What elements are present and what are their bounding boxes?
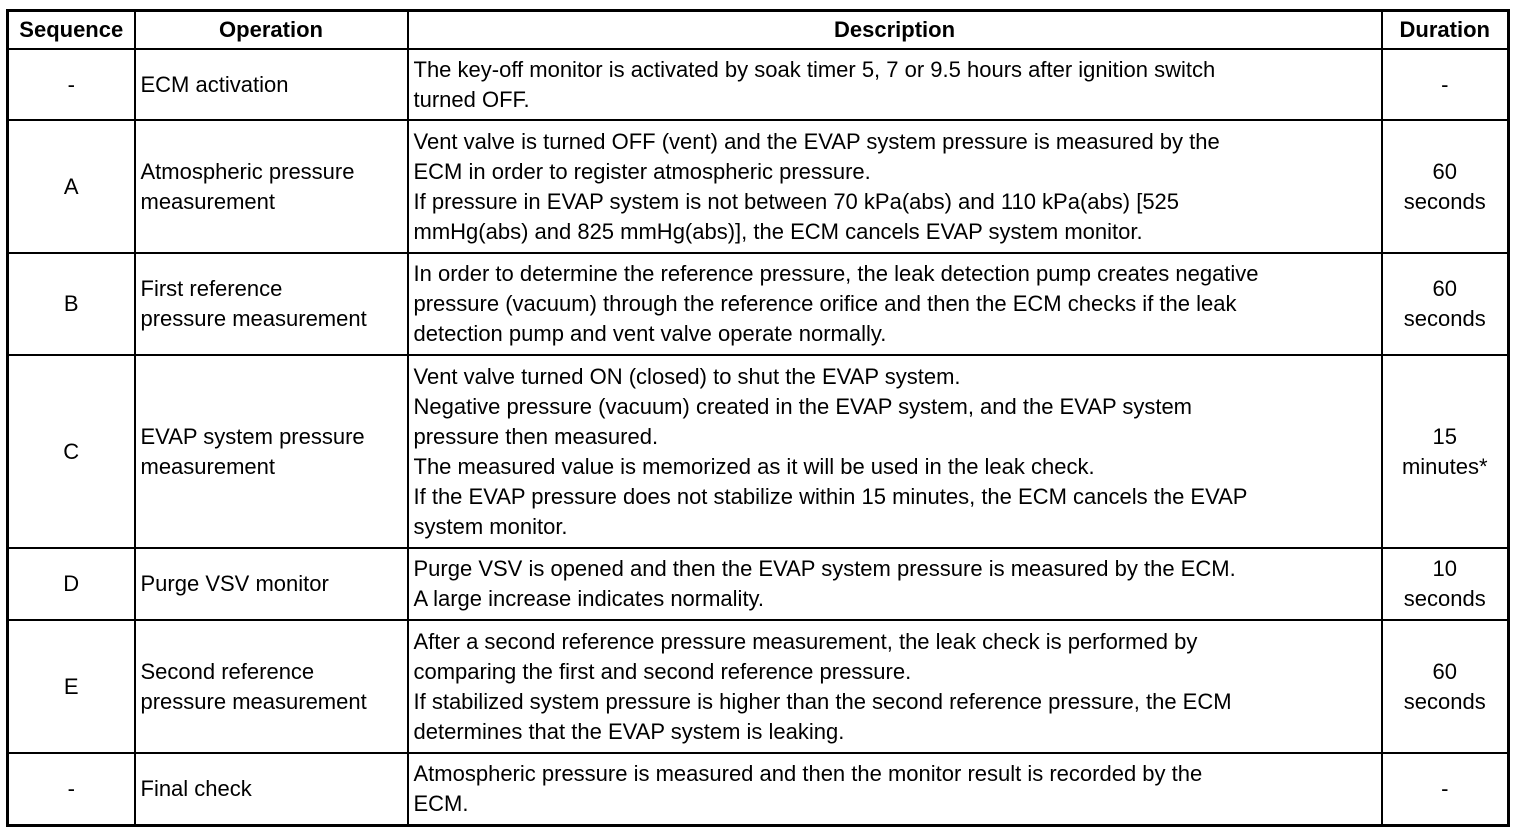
description-cell (408, 120, 1382, 253)
operation-cell (135, 355, 408, 548)
duration-text: seconds (1403, 586, 1486, 611)
sequence-cell: D (8, 548, 135, 620)
operation-text: measurement (140, 453, 276, 479)
description-line: In order to determine the reference pressure, the leak detection pump creates negative (413, 261, 1259, 286)
sequence-cell: A (8, 120, 135, 253)
description-cell (408, 548, 1382, 620)
header-operation: Operation (135, 11, 408, 50)
description-line: turned OFF. (413, 86, 530, 112)
duration-text: 10 (1432, 556, 1457, 581)
operation-cell (135, 49, 408, 120)
operation-cell (135, 120, 408, 253)
duration-cell (1382, 620, 1509, 753)
sequence-cell: E (8, 620, 135, 753)
description-cell (408, 253, 1382, 355)
table-row (8, 120, 1509, 253)
description-line: ECM. (413, 790, 469, 816)
description-cell (408, 355, 1382, 548)
description-line: determines that the EVAP system is leaking. (413, 718, 845, 744)
duration-cell (1382, 548, 1509, 620)
description-cell (408, 620, 1382, 753)
description-line: Vent valve turned ON (closed) to shut the EVAP system. (413, 363, 961, 389)
duration-cell (1382, 49, 1509, 120)
header-sequence: Sequence (8, 11, 135, 50)
operation-text: pressure measurement (140, 688, 367, 714)
description-line: ECM in order to register atmospheric pressure. (413, 158, 871, 184)
operation-text: Final check (140, 775, 252, 801)
duration-cell (1382, 355, 1509, 548)
duration-text: 15 (1432, 423, 1457, 449)
sequence-cell: B (8, 253, 135, 355)
description-line: detection pump and vent valve operate normally. (413, 321, 887, 346)
description-line: Purge VSV is opened and then the EVAP system pressure is measured by the ECM. (413, 556, 1236, 581)
table-row (8, 620, 1509, 753)
description-line: After a second reference pressure measurement, the leak check is performed by (413, 628, 1198, 654)
operation-text: measurement (140, 188, 276, 214)
operation-text: EVAP system pressure (140, 423, 365, 449)
description-line: The measured value is memorized as it will be used in the leak check. (413, 453, 1095, 479)
duration-text: seconds (1403, 688, 1486, 714)
duration-cell (1382, 753, 1509, 825)
operation-text: First reference (140, 276, 283, 301)
evap-monitor-sequence-table (6, 9, 1510, 827)
table-row (8, 548, 1509, 620)
table-row (8, 753, 1509, 825)
operation-text: Second reference (140, 658, 315, 684)
duration-text: 60 (1432, 158, 1457, 184)
duration-text: - (1441, 71, 1449, 97)
duration-text: seconds (1403, 306, 1486, 331)
duration-text: 60 (1432, 276, 1457, 301)
description-line: If the EVAP pressure does not stabilize within 15 minutes, the ECM cancels the EVAP (413, 483, 1248, 509)
description-line: If stabilized system pressure is higher than the second reference pressure, the ECM (413, 688, 1232, 714)
description-line: system monitor. (413, 513, 568, 539)
description-cell (408, 49, 1382, 120)
operation-cell (135, 753, 408, 825)
table-row (8, 355, 1509, 548)
table-row (8, 253, 1509, 355)
duration-text: seconds (1403, 188, 1486, 214)
header-description: Description (408, 11, 1382, 50)
sequence-cell: - (8, 49, 135, 120)
description-line: The key-off monitor is activated by soak timer 5, 7 or 9.5 hours after ignition switch (413, 56, 1216, 82)
description-line: mmHg(abs) and 825 mmHg(abs)], the ECM cancels EVAP system monitor. (413, 218, 1143, 244)
duration-cell (1382, 253, 1509, 355)
description-line: Atmospheric pressure is measured and then the monitor result is recorded by the (413, 760, 1203, 786)
operation-text: Atmospheric pressure (140, 158, 355, 184)
table-row (8, 49, 1509, 120)
duration-text: - (1441, 775, 1449, 801)
header-row (8, 11, 1509, 50)
description-line: comparing the first and second reference pressure. (413, 658, 912, 684)
description-line: pressure then measured. (413, 423, 659, 449)
description-line: If pressure in EVAP system is not between 70 kPa(abs) and 110 kPa(abs) [525 (413, 188, 1180, 214)
sequence-cell: C (8, 355, 135, 548)
operation-cell (135, 620, 408, 753)
header-duration: Duration (1382, 11, 1509, 50)
operation-cell (135, 548, 408, 620)
operation-text: Purge VSV monitor (140, 571, 329, 596)
duration-text: 60 (1432, 658, 1457, 684)
description-line: Negative pressure (vacuum) created in the EVAP system, and the EVAP system (413, 393, 1193, 419)
operation-text: ECM activation (140, 71, 289, 97)
operation-cell (135, 253, 408, 355)
sequence-cell: - (8, 753, 135, 825)
description-line: Vent valve is turned OFF (vent) and the EVAP system pressure is measured by the (413, 128, 1220, 154)
duration-text: minutes* (1401, 453, 1488, 479)
operation-text: pressure measurement (140, 306, 367, 331)
description-cell (408, 753, 1382, 825)
description-line: A large increase indicates normality. (413, 586, 765, 611)
description-line: pressure (vacuum) through the reference orifice and then the ECM checks if the leak (413, 291, 1237, 316)
duration-cell (1382, 120, 1509, 253)
